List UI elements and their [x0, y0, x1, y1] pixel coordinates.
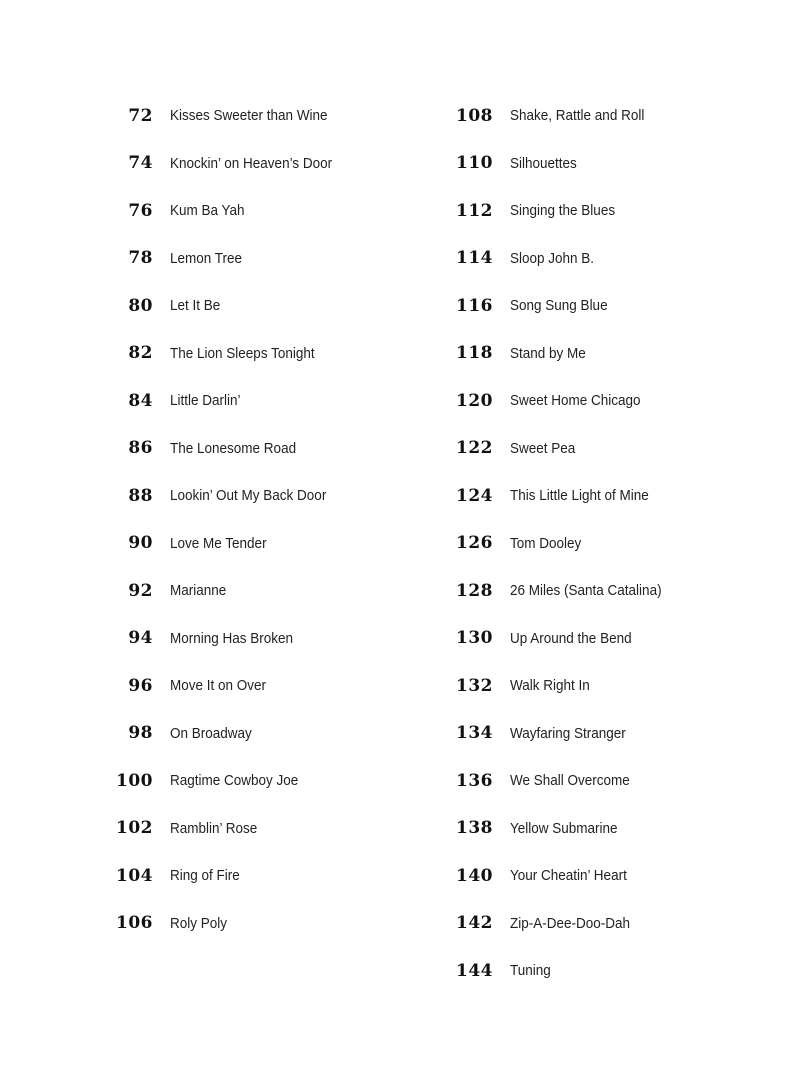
page-number: 76	[128, 200, 153, 221]
page-number: 126	[456, 533, 493, 554]
song-title: Kisses Sweeter than Wine	[170, 107, 328, 125]
song-title: Shake, Rattle and Roll	[510, 107, 645, 125]
page-number: 104	[116, 865, 153, 886]
page-number: 72	[128, 105, 153, 126]
page-number: 92	[128, 580, 153, 601]
toc-entry[interactable]	[100, 520, 430, 568]
toc-entry[interactable]	[100, 282, 430, 330]
page-number: 100	[116, 770, 153, 791]
song-title: Lemon Tree	[170, 249, 243, 267]
song-title: Knockin’ on Heaven’s Door	[170, 154, 333, 172]
song-title: Kum Ba Yah	[170, 202, 245, 220]
page-number: 122	[456, 438, 493, 459]
toc-entry[interactable]	[100, 140, 430, 188]
toc-entry[interactable]	[440, 187, 770, 235]
page-number: 80	[128, 295, 153, 316]
page-number: 136	[456, 770, 493, 791]
toc-entry[interactable]	[440, 235, 770, 283]
song-title: Marianne	[170, 582, 227, 600]
page-number: 112	[456, 200, 493, 221]
song-title: Morning Has Broken	[170, 629, 294, 647]
toc-entry[interactable]	[100, 805, 430, 853]
toc-entry[interactable]	[100, 567, 430, 615]
toc-column-left	[100, 92, 430, 947]
page-number: 134	[456, 723, 493, 744]
song-title: Tom Dooley	[510, 534, 582, 552]
page-number: 86	[128, 438, 153, 459]
page-number: 132	[456, 675, 493, 696]
page-number: 128	[456, 580, 493, 601]
page-number: 142	[456, 913, 493, 934]
page-number: 144	[456, 960, 493, 981]
song-title: Your Cheatin’ Heart	[510, 867, 627, 885]
song-title: 26 Miles (Santa Catalina)	[510, 582, 662, 600]
toc-entry[interactable]	[440, 805, 770, 853]
toc-entry[interactable]	[100, 92, 430, 140]
page-number: 138	[456, 818, 493, 839]
toc-entry[interactable]	[100, 235, 430, 283]
song-title: Stand by Me	[510, 344, 586, 362]
toc-entry[interactable]	[100, 757, 430, 805]
page-number: 106	[116, 913, 153, 934]
toc-entry[interactable]	[100, 472, 430, 520]
song-title: Singing the Blues	[510, 202, 616, 220]
toc-entry[interactable]	[440, 425, 770, 473]
toc-entry[interactable]	[440, 947, 770, 995]
page-number: 88	[128, 485, 153, 506]
page-number: 108	[456, 105, 493, 126]
page-number: 140	[456, 865, 493, 886]
toc-entry[interactable]	[100, 710, 430, 758]
song-title: Wayfaring Stranger	[510, 724, 626, 742]
page-number: 74	[128, 153, 153, 174]
song-title: Up Around the Bend	[510, 629, 632, 647]
song-title: Ramblin’ Rose	[170, 819, 258, 837]
song-title: Tuning	[510, 962, 551, 980]
toc-entry[interactable]	[440, 900, 770, 948]
toc-entry[interactable]	[440, 140, 770, 188]
page-number: 110	[456, 153, 493, 174]
toc-column-right	[440, 92, 770, 995]
page-number: 118	[456, 343, 493, 364]
song-title: Song Sung Blue	[510, 297, 608, 315]
toc-entry[interactable]	[440, 662, 770, 710]
song-title: Yellow Submarine	[510, 819, 618, 837]
page-number: 96	[128, 675, 153, 696]
page-number: 98	[128, 723, 153, 744]
toc-entry[interactable]	[100, 662, 430, 710]
page-number: 124	[456, 485, 493, 506]
song-title: Move It on Over	[170, 677, 267, 695]
song-title: Sweet Home Chicago	[510, 392, 641, 410]
song-title: On Broadway	[170, 724, 252, 742]
song-title: Silhouettes	[510, 154, 577, 172]
toc-entry[interactable]	[440, 757, 770, 805]
toc-entry[interactable]	[440, 520, 770, 568]
song-title: Zip-A-Dee-Doo-Dah	[510, 914, 631, 932]
toc-entry[interactable]	[100, 330, 430, 378]
toc-entry[interactable]	[440, 282, 770, 330]
page-number: 94	[128, 628, 153, 649]
page-number: 82	[128, 343, 153, 364]
song-title: Lookin’ Out My Back Door	[170, 487, 327, 505]
toc-entry[interactable]	[440, 92, 770, 140]
page-number: 84	[128, 390, 153, 411]
song-title: Sloop John B.	[510, 249, 595, 267]
toc-entry[interactable]	[100, 900, 430, 948]
toc-entry[interactable]	[440, 567, 770, 615]
toc-entry[interactable]	[100, 187, 430, 235]
page-number: 116	[456, 295, 493, 316]
page-number: 114	[456, 248, 493, 269]
song-title: Walk Right In	[510, 677, 590, 695]
song-title: The Lion Sleeps Tonight	[170, 344, 315, 362]
song-title: Let It Be	[170, 297, 221, 315]
song-title: Ring of Fire	[170, 867, 240, 885]
toc-entry[interactable]	[100, 615, 430, 663]
page-number: 130	[456, 628, 493, 649]
song-title: Sweet Pea	[510, 439, 576, 457]
page-number: 78	[128, 248, 153, 269]
toc-entry[interactable]	[440, 710, 770, 758]
page-number: 90	[128, 533, 153, 554]
song-title: Love Me Tender	[170, 534, 267, 552]
song-title: Little Darlin’	[170, 392, 241, 410]
song-title: We Shall Overcome	[510, 772, 630, 790]
toc-entry[interactable]	[440, 377, 770, 425]
song-title: This Little Light of Mine	[510, 487, 649, 505]
song-title: Ragtime Cowboy Joe	[170, 772, 299, 790]
song-title: Roly Poly	[170, 914, 228, 932]
toc-entry[interactable]	[440, 330, 770, 378]
page-number: 120	[456, 390, 493, 411]
toc-entry[interactable]	[440, 852, 770, 900]
toc-entry[interactable]	[440, 615, 770, 663]
toc-entry[interactable]	[100, 377, 430, 425]
toc-entry[interactable]	[440, 472, 770, 520]
song-title: The Lonesome Road	[170, 439, 297, 457]
toc-entry[interactable]	[100, 425, 430, 473]
page-number: 102	[116, 818, 153, 839]
toc-entry[interactable]	[100, 852, 430, 900]
